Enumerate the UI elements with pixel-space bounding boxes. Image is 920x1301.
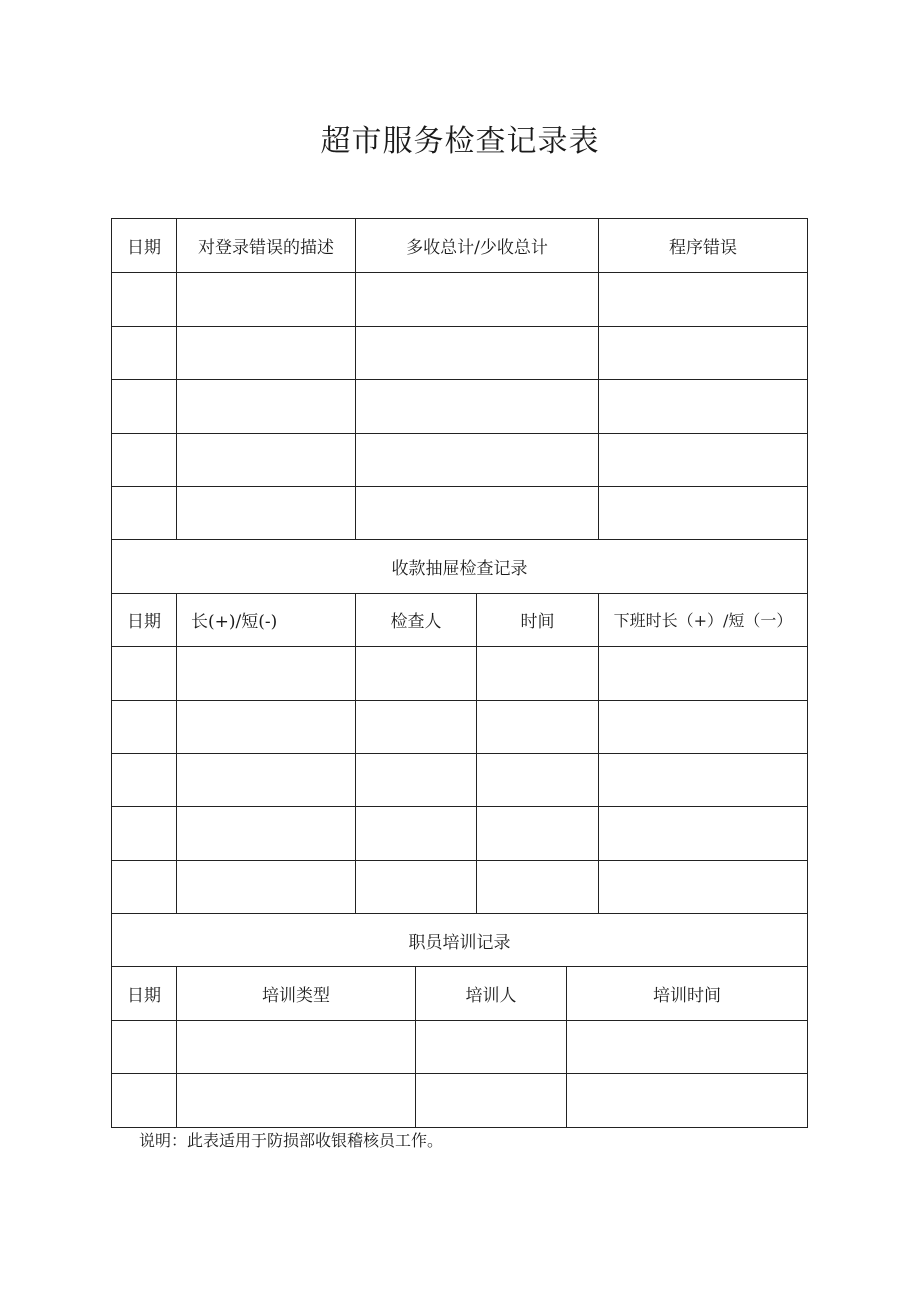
procedure-error-cell[interactable] xyxy=(598,487,807,539)
header-procedure-error: 程序错误 xyxy=(598,219,807,272)
table-row xyxy=(112,326,807,379)
header-over-short: 长(+)/短(-) xyxy=(176,594,355,646)
error-description-cell[interactable] xyxy=(176,380,355,432)
error-description-cell[interactable] xyxy=(176,327,355,379)
header-time: 时间 xyxy=(476,594,598,646)
training-section-row xyxy=(112,913,807,966)
table-row xyxy=(112,1020,807,1073)
training-time-cell[interactable] xyxy=(566,1074,807,1126)
shift-end-over-short-cell[interactable] xyxy=(598,861,807,913)
date-cell[interactable] xyxy=(112,487,176,539)
register-errors-header-row xyxy=(112,219,807,272)
drawer-check-section-title: 收款抽屉检查记录 xyxy=(391,559,528,580)
training-type-cell[interactable] xyxy=(176,1021,415,1073)
shift-end-over-short-cell[interactable] xyxy=(598,754,807,806)
trainer-cell[interactable] xyxy=(415,1074,566,1126)
table-row xyxy=(112,486,807,539)
time-cell[interactable] xyxy=(476,701,598,753)
table-row xyxy=(112,700,807,753)
over-short-cell[interactable] xyxy=(176,647,355,699)
training-section-title: 职员培训记录 xyxy=(408,932,511,953)
date-cell[interactable] xyxy=(112,273,176,325)
over-under-total-cell[interactable] xyxy=(355,327,598,379)
table-row xyxy=(112,753,807,806)
over-under-total-cell[interactable] xyxy=(355,434,598,486)
form-note: 说明：此表适用于防损部收银稽核员工作。 xyxy=(139,1131,444,1150)
date-cell[interactable] xyxy=(112,647,176,699)
table-row xyxy=(112,379,807,432)
over-under-total-cell[interactable] xyxy=(355,273,598,325)
header-error-description: 对登录错误的描述 xyxy=(176,219,355,272)
procedure-error-cell[interactable] xyxy=(598,380,807,432)
shift-end-over-short-cell[interactable] xyxy=(598,701,807,753)
drawer-check-section-row xyxy=(112,539,807,592)
header-inspector: 检查人 xyxy=(355,594,476,646)
date-cell[interactable] xyxy=(112,754,176,806)
inspector-cell[interactable] xyxy=(355,754,476,806)
inspection-form-table xyxy=(111,218,808,1128)
table-row xyxy=(112,433,807,486)
inspector-cell[interactable] xyxy=(355,647,476,699)
drawer-check-header-row xyxy=(112,593,807,646)
date-cell[interactable] xyxy=(112,807,176,859)
time-cell[interactable] xyxy=(476,754,598,806)
procedure-error-cell[interactable] xyxy=(598,327,807,379)
header-date: 日期 xyxy=(127,986,161,1007)
header-date: 日期 xyxy=(127,612,161,633)
date-cell[interactable] xyxy=(112,1021,176,1073)
over-short-cell[interactable] xyxy=(176,861,355,913)
error-description-cell[interactable] xyxy=(176,273,355,325)
date-cell[interactable] xyxy=(112,1074,176,1126)
over-under-total-cell[interactable] xyxy=(355,487,598,539)
error-description-cell[interactable] xyxy=(176,434,355,486)
time-cell[interactable] xyxy=(476,861,598,913)
table-row xyxy=(112,860,807,913)
form-title: 超市服务检查记录表 xyxy=(320,124,600,159)
table-row xyxy=(112,1073,807,1126)
over-short-cell[interactable] xyxy=(176,701,355,753)
header-training-type: 培训类型 xyxy=(176,967,415,1019)
error-description-cell[interactable] xyxy=(176,487,355,539)
procedure-error-cell[interactable] xyxy=(598,434,807,486)
header-shift-end-over-short: 下班时长（+）/短（一） xyxy=(598,594,807,646)
date-cell[interactable] xyxy=(112,327,176,379)
over-short-cell[interactable] xyxy=(176,807,355,859)
over-under-total-cell[interactable] xyxy=(355,380,598,432)
time-cell[interactable] xyxy=(476,807,598,859)
header-over-under-total: 多收总计/少收总计 xyxy=(355,219,598,272)
date-cell[interactable] xyxy=(112,701,176,753)
date-cell[interactable] xyxy=(112,380,176,432)
shift-end-over-short-cell[interactable] xyxy=(598,647,807,699)
inspector-cell[interactable] xyxy=(355,807,476,859)
over-short-cell[interactable] xyxy=(176,754,355,806)
shift-end-over-short-cell[interactable] xyxy=(598,807,807,859)
training-time-cell[interactable] xyxy=(566,1021,807,1073)
header-training-time: 培训时间 xyxy=(566,967,807,1019)
time-cell[interactable] xyxy=(476,647,598,699)
inspector-cell[interactable] xyxy=(355,861,476,913)
table-row xyxy=(112,272,807,325)
table-row xyxy=(112,646,807,699)
training-type-cell[interactable] xyxy=(176,1074,415,1126)
inspector-cell[interactable] xyxy=(355,701,476,753)
trainer-cell[interactable] xyxy=(415,1021,566,1073)
date-cell[interactable] xyxy=(112,434,176,486)
date-cell[interactable] xyxy=(112,861,176,913)
header-trainer: 培训人 xyxy=(415,967,566,1019)
training-header-row xyxy=(112,966,807,1019)
table-row xyxy=(112,806,807,859)
procedure-error-cell[interactable] xyxy=(598,273,807,325)
header-date: 日期 xyxy=(127,238,161,259)
